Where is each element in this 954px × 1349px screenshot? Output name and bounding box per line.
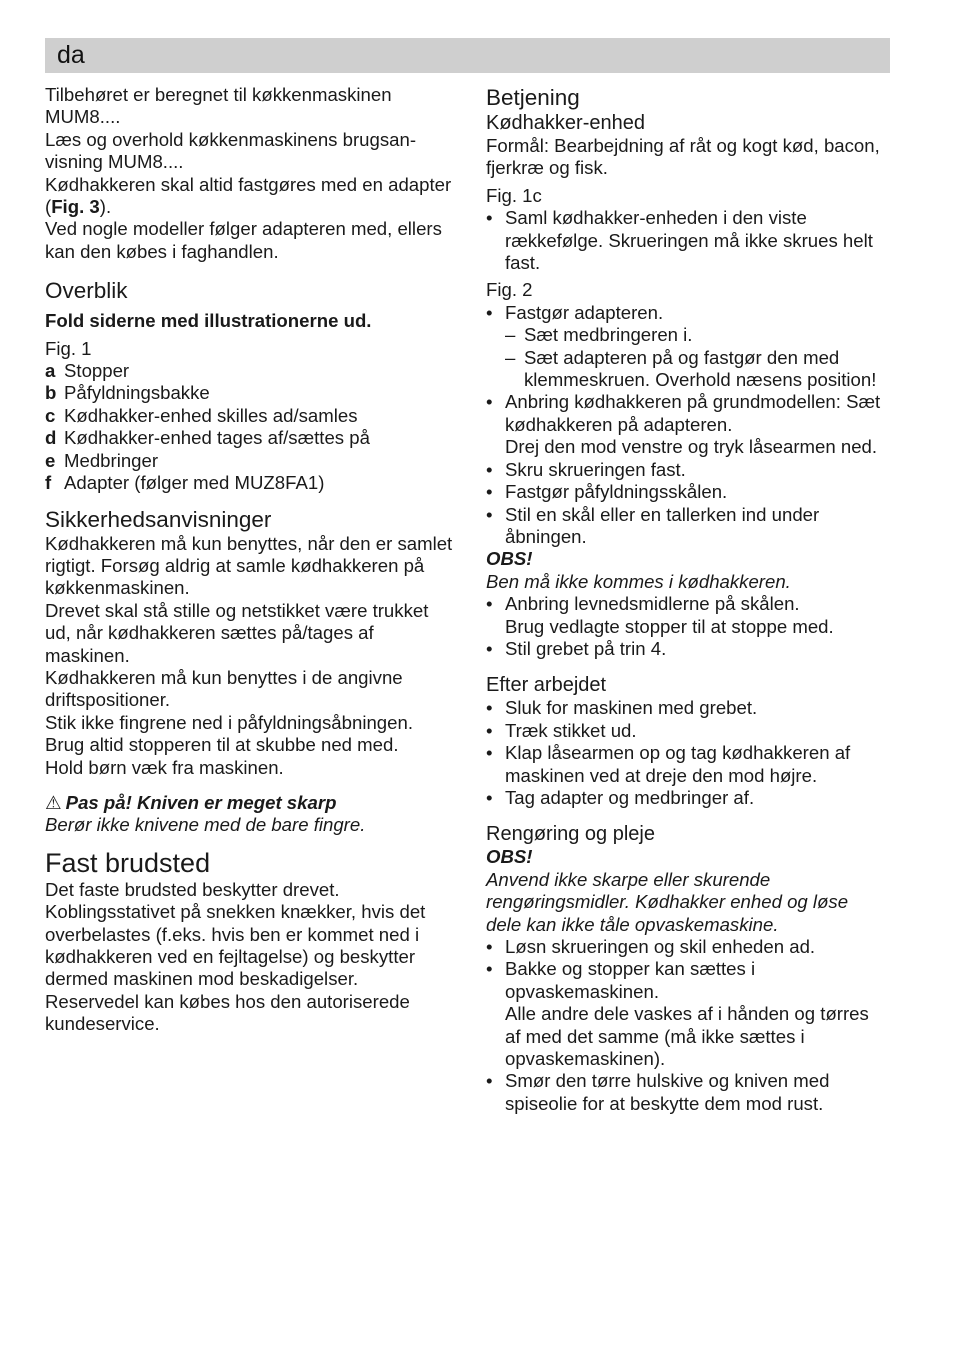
- fig-2-list: [486, 302, 881, 548]
- list-item: • Smør den tørre hulskive og kniven med spiseolie for at beskytte dem mod rust.: [486, 1070, 881, 1115]
- fig-1-label: Fig. 1: [45, 337, 92, 359]
- intro-paragraph-4: Ved nogle modeller følger adapteren med, ellers kan den købes i faghandlen.: [45, 218, 442, 262]
- safety-heading: Sikkerhedsanvisninger: [45, 506, 272, 532]
- list-item: • Tag adapter og medbringer af.: [486, 787, 881, 809]
- list-item: • Fastgør adapteren. – Sæt medbringeren i. – Sæt adapteren på og fastgør den med klemmeskruen. Overhold næsens position!: [486, 302, 881, 392]
- safety-paragraph-3: Kødhakkeren må kun benyttes i de angivne driftspositioner.: [45, 666, 403, 711]
- fig-2-label: Fig. 2: [486, 279, 533, 301]
- language-header-bar: [45, 38, 890, 73]
- efter-arbejdet-heading: Efter arbejdet: [486, 674, 607, 697]
- obs-text: Ben må ikke kommes i kødhakkeren.: [486, 570, 791, 592]
- overblik-heading: Overblik: [45, 278, 128, 304]
- cleaning-list: [486, 936, 881, 1115]
- kodhakker-enhed-heading: Kødhakker-enhed: [486, 112, 645, 134]
- breakpoint-paragraph-2: Reservedel kan købes hos den autoriserede kundeservice.: [45, 990, 410, 1035]
- efter-arbejdet-list: [486, 697, 881, 809]
- list-item: • Træk stikket ud.: [486, 720, 881, 742]
- list-item: • Skru skrueringen fast.: [486, 459, 881, 481]
- list-item: – Sæt medbringeren i.: [505, 324, 881, 346]
- fig-1c-label: Fig. 1c: [486, 184, 542, 206]
- list-item: e Medbringer: [45, 449, 159, 471]
- list-item: c Kødhakker-enhed skilles ad/samles: [45, 404, 358, 426]
- warning-title: ⚠ Pas på! Kniven er meget skarp: [45, 791, 337, 813]
- list-item: • Stil en skål eller en tallerken ind under åbningen.: [486, 504, 881, 549]
- right-column: [486, 84, 881, 1115]
- list-item: b Påfyldningsbakke: [45, 382, 210, 404]
- intro-paragraph-3: Kødhakkeren skal altid fastgøres med en adapter (Fig. 3).: [45, 173, 452, 218]
- after-obs-list: [486, 593, 881, 660]
- safety-paragraph-5: Hold børn væk fra maskinen.: [45, 756, 284, 778]
- safety-paragraph-1: Kødhakkeren må kun benyttes, når den er samlet rigtigt. Forsøg aldrig at samle kødhakkeren på køkkenmaskinen.: [45, 532, 453, 599]
- language-code: da: [57, 41, 85, 69]
- list-item: a Stopper: [45, 360, 130, 382]
- list-item: d Kødhakker-enhed tages af/sættes på: [45, 427, 370, 449]
- cleaning-obs-text: Anvend ikke skarpe eller skurende rengøringsmidler. Kødhakker enhed og løse dele kan ikke tåle opvaskemaskine.: [486, 868, 849, 935]
- list-item: • Stil grebet på trin 4.: [486, 638, 881, 660]
- list-item: • Sluk for maskinen med grebet.: [486, 697, 881, 719]
- overblik-subheading: Fold siderne med illustrationerne ud.: [45, 310, 372, 332]
- fig-1c-list: [486, 207, 881, 274]
- intro-paragraph-2: Læs og overhold køkkenmaskinens brugsanvisning MUM8....: [45, 128, 417, 173]
- list-item: • Bakke og stopper kan sættes i opvaskemaskinen. Alle andre dele vaskes af i hånden og tørres af med det samme (må ikke sættes i opvaskemaskinen).: [486, 958, 881, 1070]
- safety-paragraph-2: Drevet skal stå stille og netstikket være trukket ud, når kødhakkeren sættes på/tages af maskinen.: [45, 599, 429, 666]
- list-item: • Fastgør påfyldningsskålen.: [486, 481, 881, 503]
- left-column: [45, 84, 455, 1036]
- list-item: • Anbring levnedsmidlerne på skålen. Brug vedlagte stopper til at stoppe med.: [486, 593, 881, 638]
- list-item: • Saml kødhakker-enheden i den viste rækkefølge. Skrueringen må ikke skrues helt fast.: [486, 207, 881, 274]
- fig-reference: Fig. 3: [51, 196, 100, 218]
- betjening-heading: Betjening: [486, 85, 580, 110]
- list-item: • Anbring kødhakkeren på grundmodellen: Sæt kødhakkeren på adapteren. Drej den mod venstre og tryk låsearmen ned.: [486, 391, 881, 458]
- overblik-parts-list: [45, 360, 455, 494]
- safety-paragraph-4: Stik ikke fingrene ned i påfyldningsåbningen. Brug altid stopperen til at skubbe ned med.: [45, 711, 413, 756]
- warning-text: Berør ikke knivene med de bare fingre.: [45, 814, 366, 836]
- list-item: • Klap låsearmen op og tag kødhakkeren af maskinen ved at dreje den mod højre.: [486, 742, 881, 787]
- breakpoint-paragraph-1: Det faste brudsted beskytter drevet. Koblingsstativet på snekken knækker, hvis det overbelastes (f.eks. hvis ben er kommet ned i kødhakkeren ved en fejltagelse) og beskytter dermed maskinen mod beskadigelser.: [45, 878, 426, 990]
- list-item: • Løsn skrueringen og skil enheden ad.: [486, 936, 881, 958]
- rengoring-heading: Rengøring og pleje: [486, 823, 655, 846]
- obs-label: OBS!: [486, 548, 533, 570]
- sub-steps-list: [505, 324, 881, 391]
- cleaning-obs-label: OBS!: [486, 846, 533, 868]
- list-item: – Sæt adapteren på og fastgør den med klemmeskruen. Overhold næsens position!: [505, 347, 881, 392]
- list-item: f Adapter (følger med MUZ8FA1): [45, 472, 325, 494]
- fast-brudsted-heading: Fast brudsted: [45, 847, 211, 878]
- purpose-text: Formål: Bearbejdning af råt og kogt kød, bacon, fjerkræ og fisk.: [486, 135, 880, 179]
- warning-triangle-icon: ⚠: [45, 791, 62, 813]
- intro-paragraph-1: Tilbehøret er beregnet til køkkenmaskinen MUM8....: [45, 84, 392, 128]
